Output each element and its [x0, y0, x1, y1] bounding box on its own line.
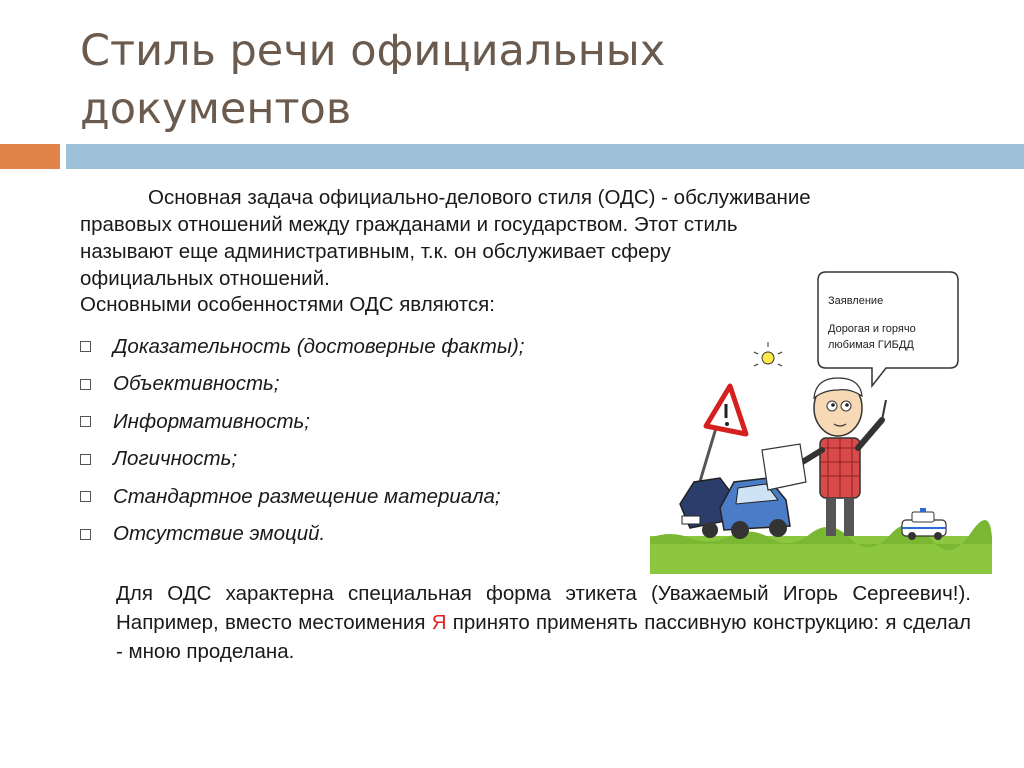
speech-bubble: [818, 272, 958, 386]
list-item: [80, 328, 524, 366]
square-bullet-icon: [80, 529, 91, 540]
features-lead: Основными особенностями ОДС являются:: [80, 293, 495, 316]
square-bullet-icon: [80, 454, 91, 465]
square-bullet-icon: [80, 341, 91, 352]
police-car: [902, 508, 946, 540]
list-item-text: Информативность;: [113, 409, 310, 433]
header-divider-bar: [66, 144, 1024, 169]
accent-bar: [0, 144, 60, 169]
list-item: [80, 516, 524, 554]
pronoun-highlight: Я: [431, 611, 447, 634]
list-item-text: Стандартное размещение материала;: [113, 484, 501, 508]
lightbulb-icon: [754, 342, 782, 366]
list-item: [80, 403, 524, 441]
slide-title-line-1: Стиль речи официальных: [80, 26, 666, 76]
list-item-text: Объективность;: [113, 372, 280, 396]
intro-line-2: правовых отношений между гражданами и государством. Этот стиль: [80, 213, 738, 236]
slide-title-line-2: документов: [80, 84, 352, 134]
bubble-line-1: Дорогая и горячо: [828, 323, 916, 335]
features-list: [80, 328, 524, 553]
list-item-text: Отсутствие эмоций.: [113, 522, 326, 546]
intro-line-3: называют еще административным, т.к. он обслуживает сферу: [80, 240, 671, 263]
square-bullet-icon: [80, 416, 91, 427]
list-item: [80, 441, 524, 479]
intro-line-1: Основная задача официально-делового стиля (ОДС) - обслуживание: [148, 186, 811, 209]
list-item: [80, 478, 524, 516]
bubble-title: Заявление: [828, 295, 884, 307]
slide-title: [80, 22, 980, 138]
list-item-text: Доказательность (достоверные факты);: [113, 334, 525, 358]
etiquette-paragraph: [116, 579, 971, 666]
etiquette-text-part-1: Для ОДС характерна специальная форма этикета (Уважаемый Игорь Сергеевич!). Например, вместо местоимения: [116, 582, 971, 634]
intro-line-4: официальных отношений.: [80, 267, 330, 290]
list-item: [80, 366, 524, 404]
square-bullet-icon: [80, 491, 91, 502]
list-item-text: Логичность;: [113, 447, 238, 471]
square-bullet-icon: [80, 379, 91, 390]
bubble-line-2: любимая ГИБДД: [828, 339, 914, 351]
cartoon-illustration: [650, 268, 992, 574]
etiquette-text-part-2: принято применять пассивную конструкцию: я сделал - мною проделана.: [116, 611, 971, 663]
